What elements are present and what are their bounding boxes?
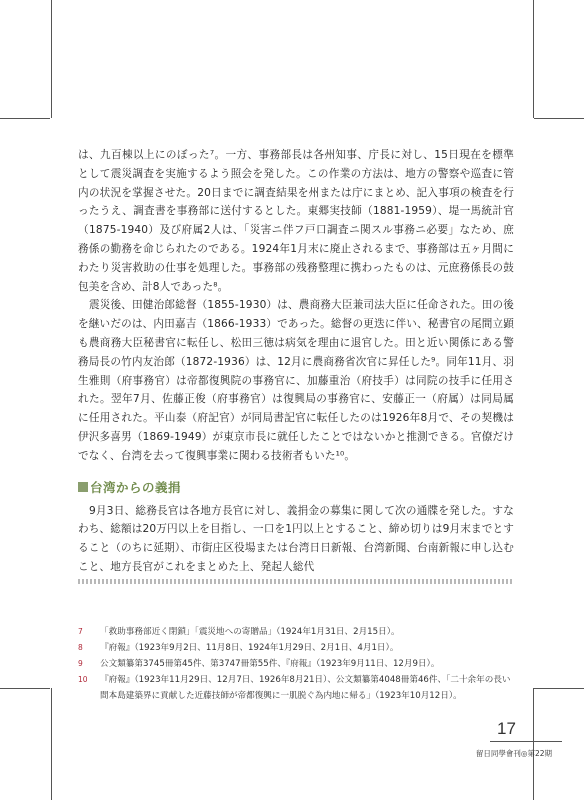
footnote-text: 「救助事務部近く閉鎖」「震災地への寄贈品」（1924年1月31日、2月15日）。 [100, 627, 400, 637]
section-heading-text: 台湾からの義捐 [90, 479, 182, 495]
footnote-number: 10 [78, 675, 88, 684]
footnote-text: 『府報』（1923年11月29日、12月7日、1926年8月21日）、公文類纂第4048冊第46件、「二十余年の長い間本島建築界に貢献した近藤技師が帝都復興に一肌脱ぐ為内地に帰る」（1923年10月12日）。 [100, 675, 511, 701]
footnote-text: 公文類纂第3745冊第45件、第3747冊第55件、『府報』（1923年9月11日、12月9日）。 [100, 659, 440, 669]
body-paragraph: は、九百棟以上にのぼった⁷。一方、事務部長は各州知事、庁長に対し、15日現在を標準として震災調査を実施するよう照会を発した。この作業の方法は、地方の警察や巡査に管内の状況を掌握させた。20日までに調査結果を州または庁にまとめ、記入事項の検査を行ったうえ、調査書を事務部に送付するとした。東郷実技師（1881-1959）、堤一馬統計官（1875-1940）及び府属2人は、「災害ニ伴フ戸口調査ニ関スル事務ニ必要」なため、庶務係の勤務を命じられたのである。1924年1月末に廃止されるまで、事務部は五ヶ月間にわたり災害救助の仕事を処理した。事務部の残務整理に携わったものは、元庶務係長の鼓包美を含め、計8人であった⁸。 [78, 149, 514, 293]
footnote-number: 8 [78, 643, 83, 652]
main-text [78, 146, 514, 584]
section-paragraph: 9月3日、総務長官は各地方長官に対し、義捐金の募集に関して次の通牒を発した。すなわち、総額は20万円以上を目指し、一口を1円以上とすること、締め切りは9月末までとすること（のちに延期）、市街庄区役場または台湾日日新報、台湾新聞、台南新報に申し込むこと、地方長官がこれをまとめた上、発起人総代 [78, 504, 514, 573]
page-number: 17 [497, 719, 516, 738]
crop-mark [534, 688, 584, 689]
footnote [78, 640, 518, 656]
footnote-number: 7 [78, 627, 83, 636]
crop-mark [51, 0, 52, 118]
page-number-rule [490, 741, 562, 742]
footnote-number: 9 [78, 659, 83, 668]
crop-mark [533, 0, 534, 118]
crop-mark [534, 118, 584, 119]
body-paragraph: 震災後、田健治郎総督（1855-1930）は、農商務大臣兼司法大臣に任命された。田の後を継いだのは、内田嘉吉（1866-1933）であった。総督の更迭に伴い、秘書官の尾間立顕も農商務大臣秘書官に転任し、松田三徳は病気を理由に退官した。田と近い関係にある警務局長の竹内友治郎（1872-1936）は、12月に農商務省次官に昇任した⁹。同年11月、羽生雅則（府事務官）は帝都復興院の事務官に、加藤重治（府技手）は同院の技手に任用された。翌年7月、佐藤正俊（府事務官）は復興局の事務官に、安藤正一（府属）は同局属に任用された。平山泰（府記官）が同局書記官に転任したのは1926年8月で、その契機は伊沢多喜男（1869-1949）が東京市長に就任したことではないかと推測できる。官僚だけでなく、台湾を去って復興事業に関わる技術者もいた¹⁰。 [78, 299, 514, 462]
footnote [78, 656, 518, 672]
footnote-divider [78, 579, 514, 584]
crop-mark [51, 688, 52, 800]
footnote [78, 624, 518, 640]
crop-mark [0, 118, 50, 119]
crop-mark [533, 688, 534, 800]
section-heading [78, 476, 514, 498]
footnotes [78, 624, 518, 704]
crop-mark [0, 688, 50, 689]
heading-square-icon [78, 482, 88, 492]
journal-footer: 留日同學會刊◎第22期 [475, 749, 552, 758]
footnote-text: 『府報』（1923年9月2日、11月8日、1924年1月29日、2月1日、4月1日）。 [100, 643, 399, 653]
footnote [78, 672, 518, 704]
